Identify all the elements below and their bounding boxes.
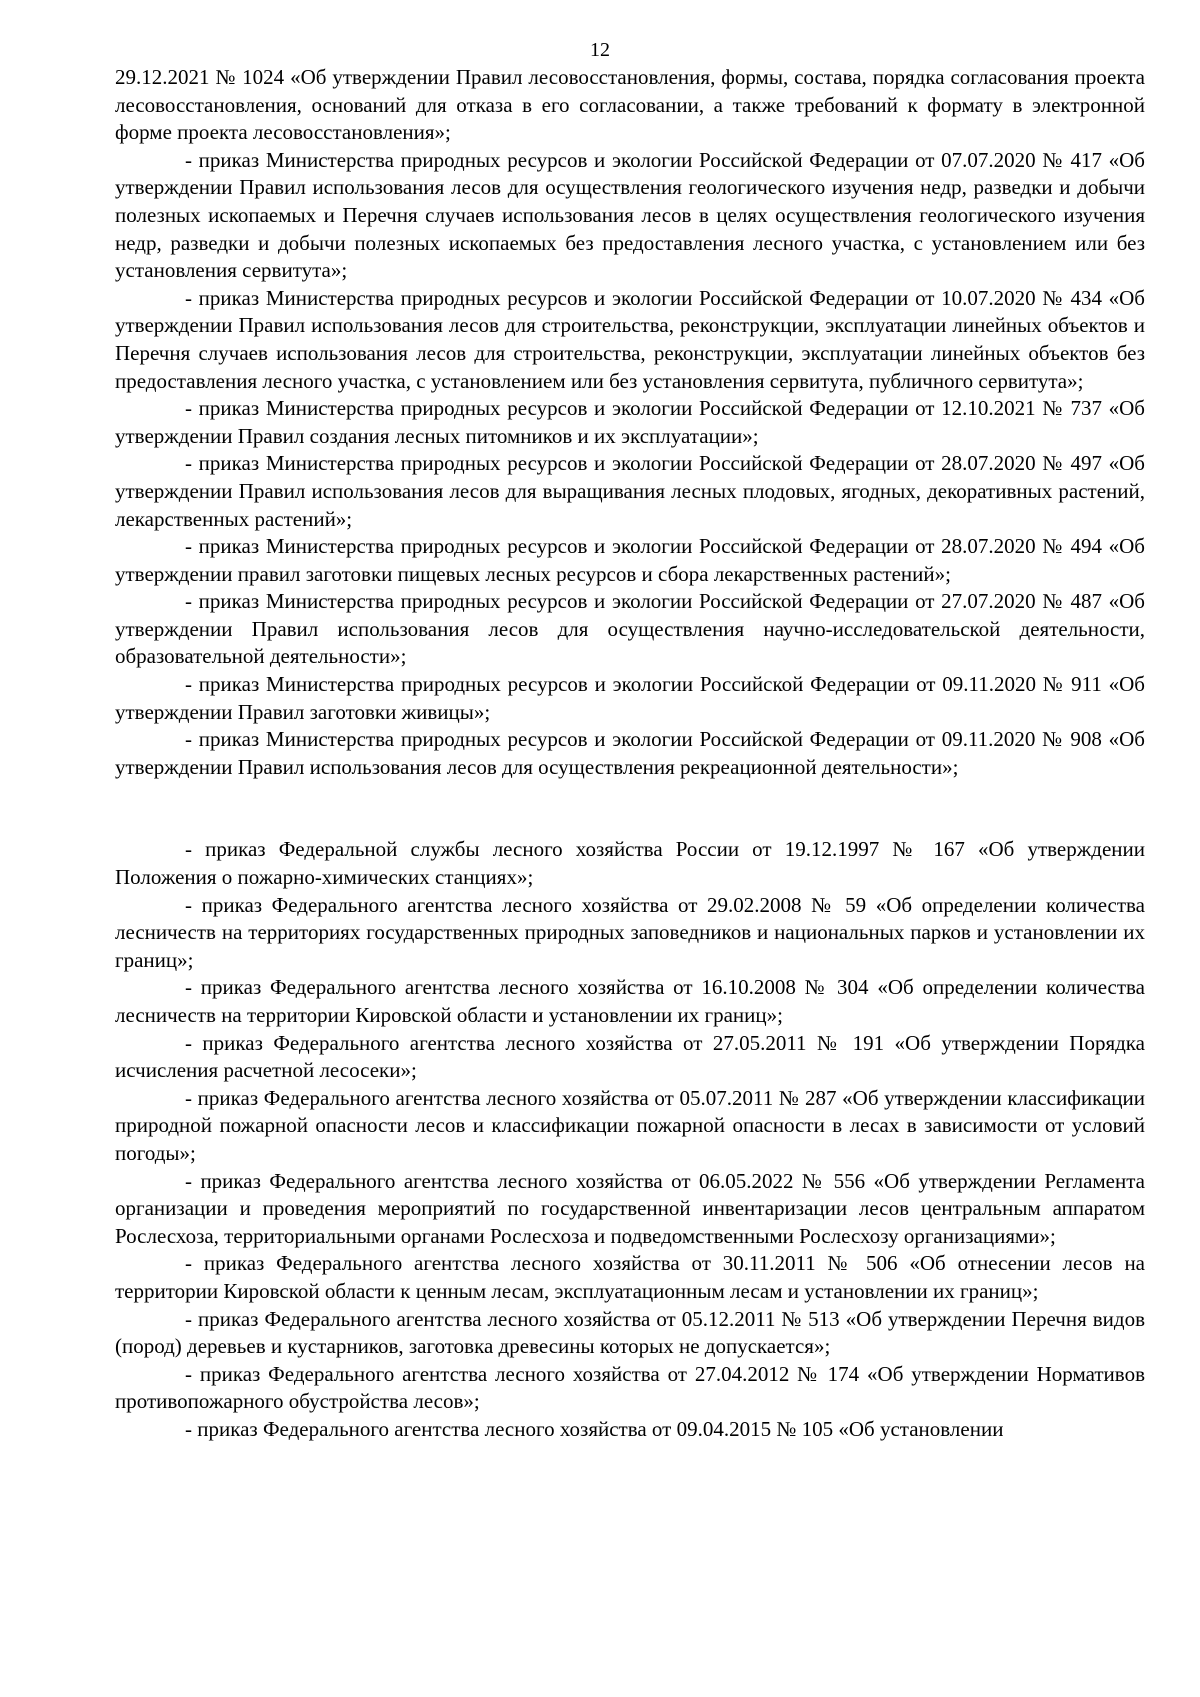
page-number: 12 — [590, 39, 610, 61]
list-item: - приказ Министерства природных ресурсов и экологии Российской Федерации от 07.07.2020 № 417 «Об утверждении Правил использования лесов для осуществления геологического изучения недр, разведки и добычи полезных ископаемых и Перечня случаев использования лесов в целях осуществления геологического изучения недр, разведки и добычи полезных ископаемых без предоставления лесного участка, с установлением или без установления сервитута»; — [115, 147, 1145, 283]
document-body — [115, 64, 1145, 1444]
list-item: - приказ Министерства природных ресурсов и экологии Российской Федерации от 12.10.2021 № 737 «Об утверждении Правил создания лесных питомников и их эксплуатации»; — [115, 396, 1145, 448]
list-item: - приказ Министерства природных ресурсов и экологии Российской Федерации от 28.07.2020 № 497 «Об утверждении Правил использования лесов для выращивания лесных плодовых, ягодных, декоративных растений, лекарственных растений»; — [115, 451, 1145, 531]
list-item: - приказ Федерального агентства лесного хозяйства от 16.10.2008 № 304 «Об определении количества лесничеств на территории Кировской области и установлении их границ»; — [115, 975, 1145, 1027]
list-item: - приказ Министерства природных ресурсов и экологии Российской Федерации от 28.07.2020 № 494 «Об утверждении правил заготовки пищевых лесных ресурсов и сбора лекарственных растений»; — [115, 534, 1145, 586]
list-item: - приказ Министерства природных ресурсов и экологии Российской Федерации от 27.07.2020 № 487 «Об утверждении Правил использования лесов для осуществления научно-исследовательской деятельности, образовательной деятельности»; — [115, 589, 1145, 669]
list-item: - приказ Министерства природных ресурсов и экологии Российской Федерации от 09.11.2020 № 908 «Об утверждении Правил использования лесов для осуществления рекреационной деятельности»; — [115, 727, 1145, 779]
list-item: - приказ Федерального агентства лесного хозяйства от 06.05.2022 № 556 «Об утверждении Регламента организации и проведения мероприятий по государственной инвентаризации лесов центральным аппаратом Рослесхоза, территориальными органами Рослесхоза и подведомственными Рослесхозу организациями»; — [115, 1168, 1145, 1248]
blank-gap — [115, 781, 1145, 836]
list-item: - приказ Федерального агентства лесного хозяйства от 05.07.2011 № 287 «Об утверждении классификации природной пожарной опасности лесов и классификации пожарной опасности в лесах в зависимости от условий погоды»; — [115, 1085, 1145, 1165]
list-item: - приказ Федерального агентства лесного хозяйства от 29.02.2008 № 59 «Об определении количества лесничеств на территориях государственных природных заповедников и национальных парков и установлении их границ»; — [115, 892, 1145, 972]
list-item: - приказ Федерального агентства лесного хозяйства от 27.05.2011 № 191 «Об утверждении Порядка исчисления расчетной лесосеки»; — [115, 1030, 1145, 1083]
list-item: - приказ Федерального агентства лесного хозяйства от 27.04.2012 № 174 «Об утверждении Нормативов противопожарного обустройства лесов»; — [115, 1361, 1145, 1414]
paragraph-continuation: 29.12.2021 № 1024 «Об утверждении Правил лесовосстановления, формы, состава, порядка согласования проекта лесовосстановления, оснований для отказа в его согласовании, а также требований к формату в электронной форме проекта лесовосстановления»; — [115, 65, 1145, 145]
list-item: - приказ Министерства природных ресурсов и экологии Российской Федерации от 09.11.2020 № 911 «Об утверждении Правил заготовки живицы»; — [115, 672, 1145, 724]
list-item: - приказ Министерства природных ресурсов и экологии Российской Федерации от 10.07.2020 № 434 «Об утверждении Правил использования лесов для строительства, реконструкции, эксплуатации линейных объектов и Перечня случаев использования лесов для строительства, реконструкции, эксплуатации линейных объектов без предоставления лесного участка, с установлением или без установления сервитута, публичного сервитута»; — [115, 285, 1145, 393]
list-item: - приказ Федерального агентства лесного хозяйства от 05.12.2011 № 513 «Об утверждении Перечня видов (пород) деревьев и кустарников, заготовка древесины которых не допускается»; — [115, 1306, 1145, 1359]
list-item: - приказ Федерального агентства лесного хозяйства от 30.11.2011 № 506 «Об отнесении лесов на территории Кировской области к ценным лесам, эксплуатационным лесам и установлении их границ»; — [115, 1251, 1145, 1303]
list-item: - приказ Федеральной службы лесного хозяйства России от 19.12.1997 № 167 «Об утверждении Положения о пожарно-химических станциях»; — [115, 837, 1145, 890]
list-item: - приказ Федерального агентства лесного хозяйства от 09.04.2015 № 105 «Об установлении — [185, 1416, 1004, 1441]
